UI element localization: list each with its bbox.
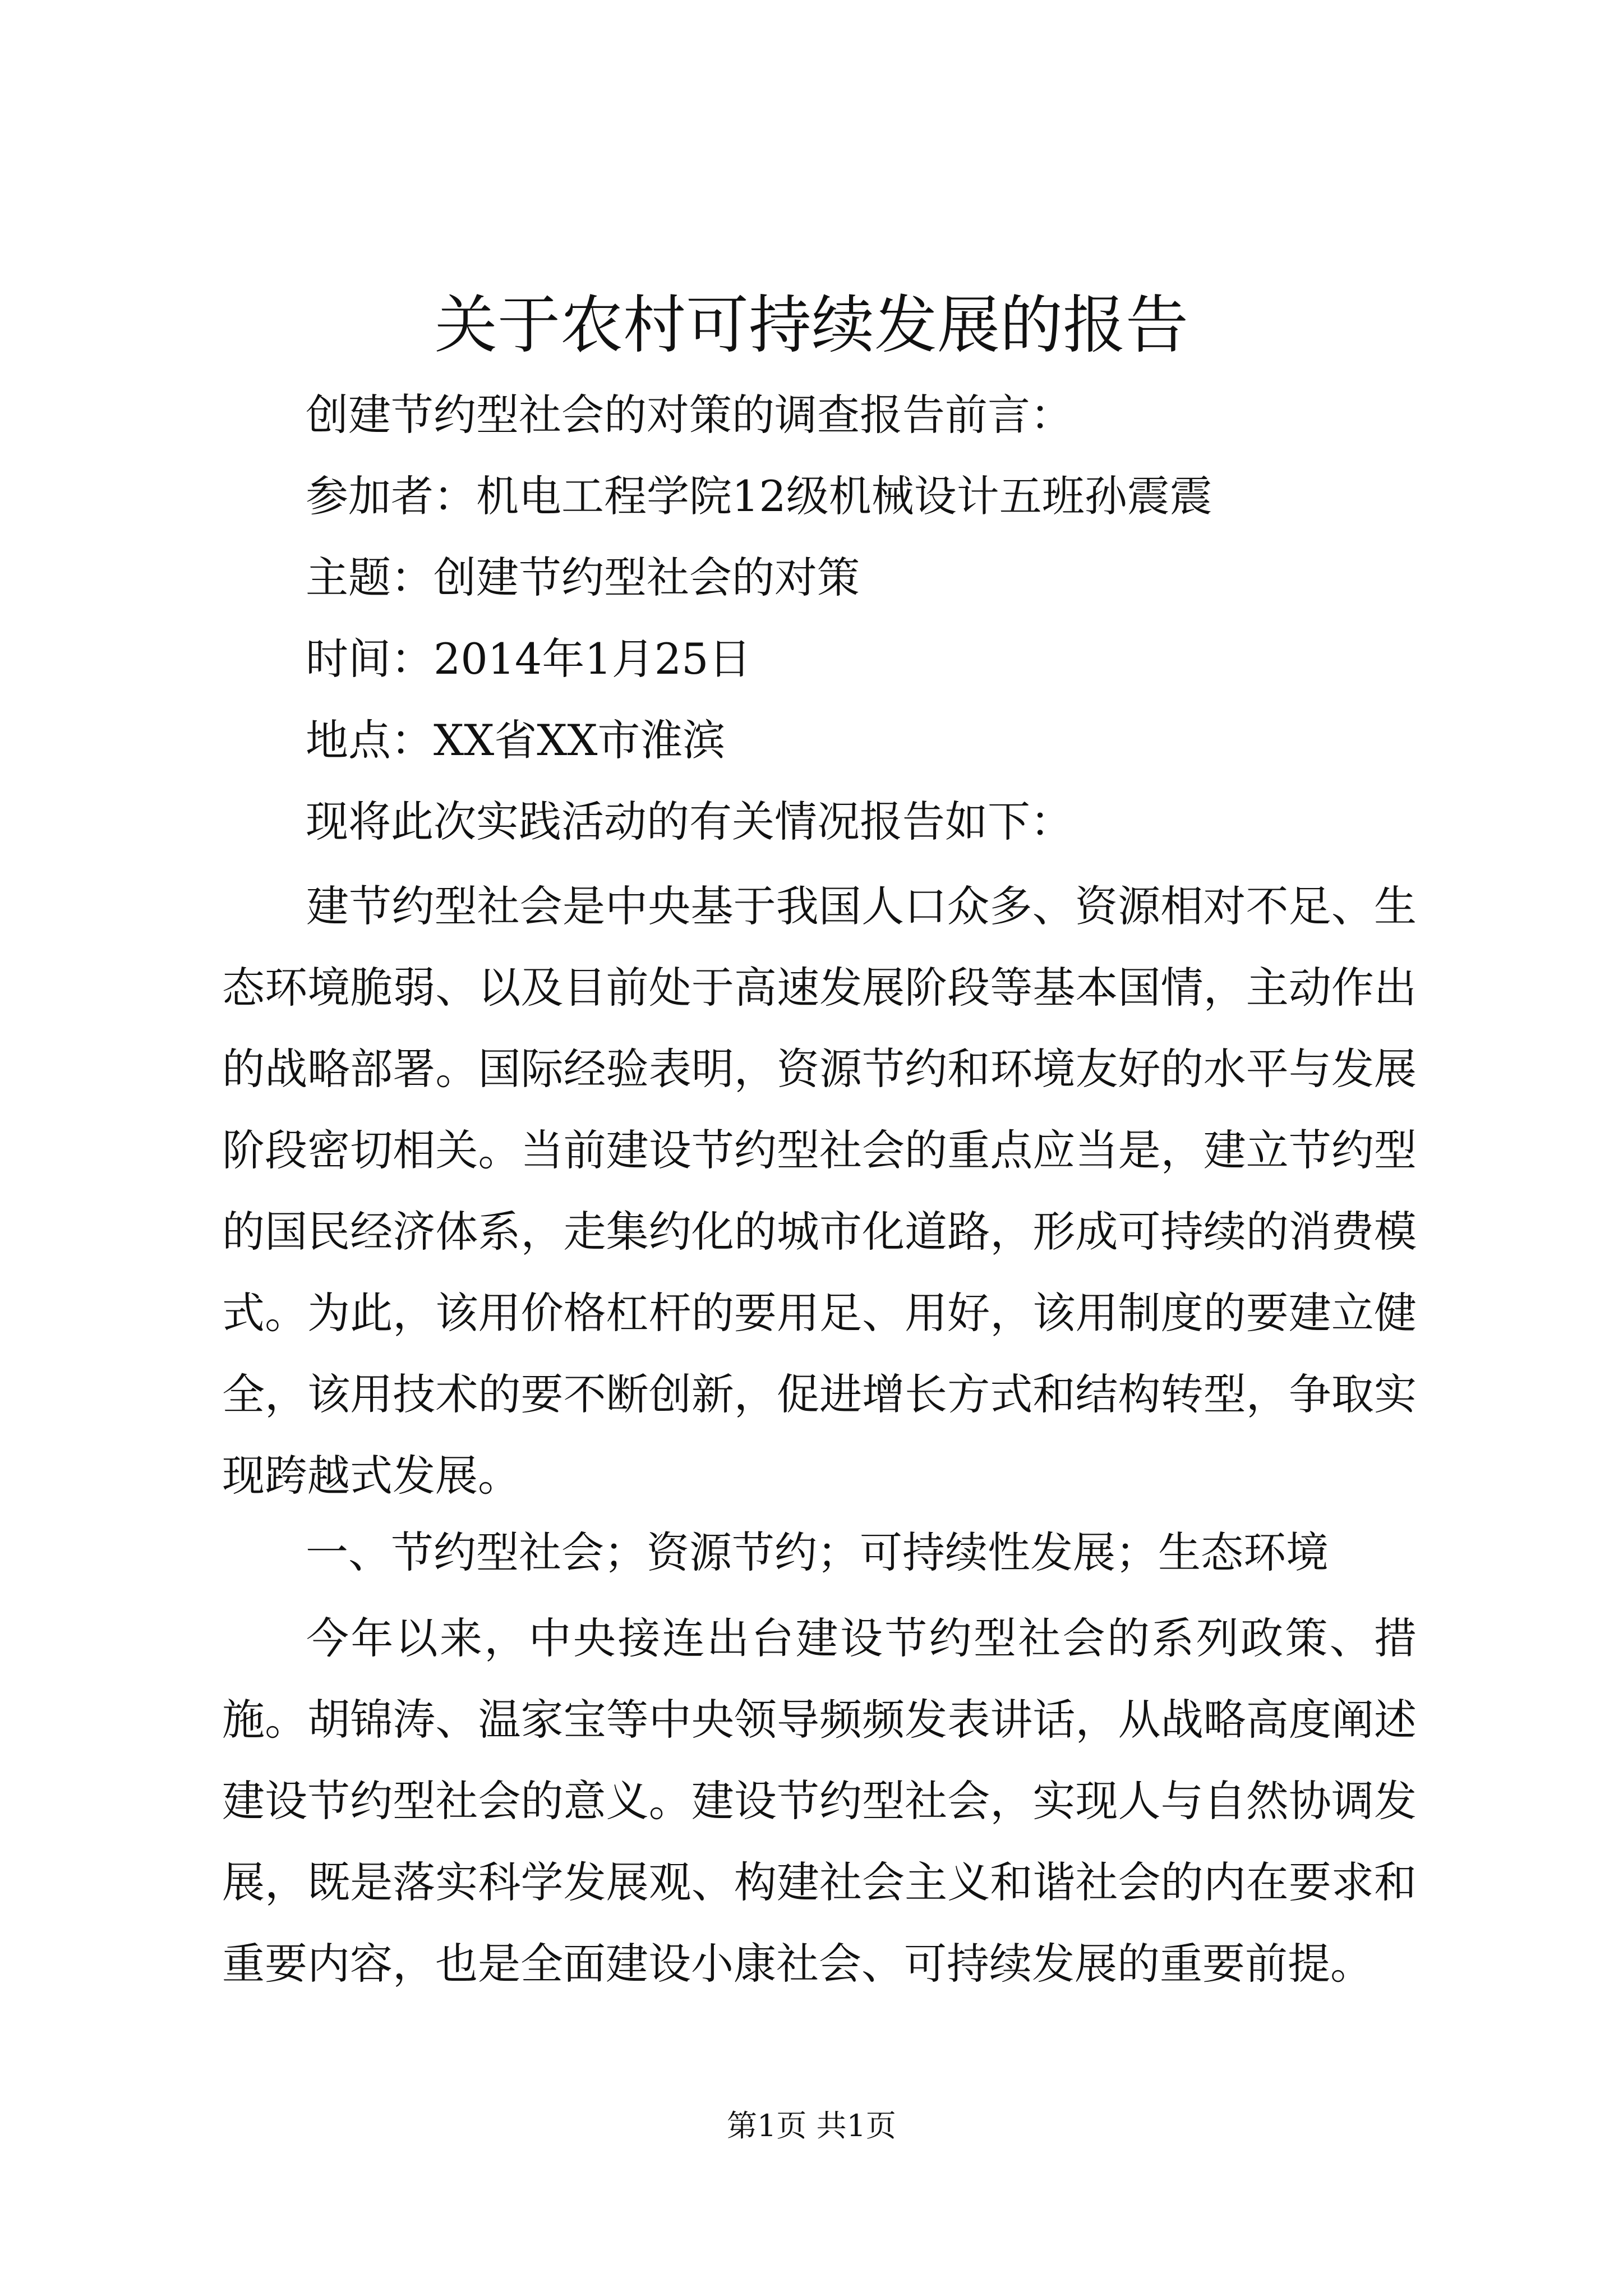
participant-line: 参加者：机电工程学院12级机械设计五班孙震震 <box>306 471 1212 521</box>
time-line: 时间：2014年1月25日 <box>306 634 751 684</box>
page-footer: 第1页 共1页 <box>727 2108 896 2143</box>
location-line: 地点：XX省XX市淮滨 <box>306 715 726 765</box>
intro-line: 现将此次实践活动的有关情况报告如下： <box>306 797 1073 846</box>
preface-line: 创建节约型社会的对策的调查报告前言： <box>306 390 1073 440</box>
document-title: 关于农村可持续发展的报告 <box>435 289 1188 362</box>
body-paragraph-1: 建节约型社会是中央基于我国人口众多、资源相对不足、生态环境脆弱、以及目前处于高速发展阶段等基本国情，主动作出的战略部署。国际经验表明，资源节约和环境友好的水平与发展阶段密切相关。当前建设节约型社会的重点应当是，建立节约型的国民经济体系，走集约化的城市化道路，形成可持续的消费模式。为此，该用价格杠杆的要用足、用好，该用制度的要建立健全，该用技术的要不断创新，促进增长方式和结构转型，争取实现跨越式发展。 <box>222 881 1417 1501</box>
section-heading: 一、节约型社会；资源节约；可持续性发展；生态环境 <box>306 1527 1329 1577</box>
topic-line: 主题：创建节约型社会的对策 <box>306 553 860 602</box>
body-paragraph-2: 今年以来，中央接连出台建设节约型社会的系列政策、措施。胡锦涛、温家宝等中央领导频频发表讲话，从战略高度阐述建设节约型社会的意义。建设节约型社会，实现人与自然协调发展，既是落实科学发展观、构建社会主义和谐社会的内在要求和重要内容，也是全面建设小康社会、可持续发展的重要前提。 <box>222 1613 1417 1989</box>
